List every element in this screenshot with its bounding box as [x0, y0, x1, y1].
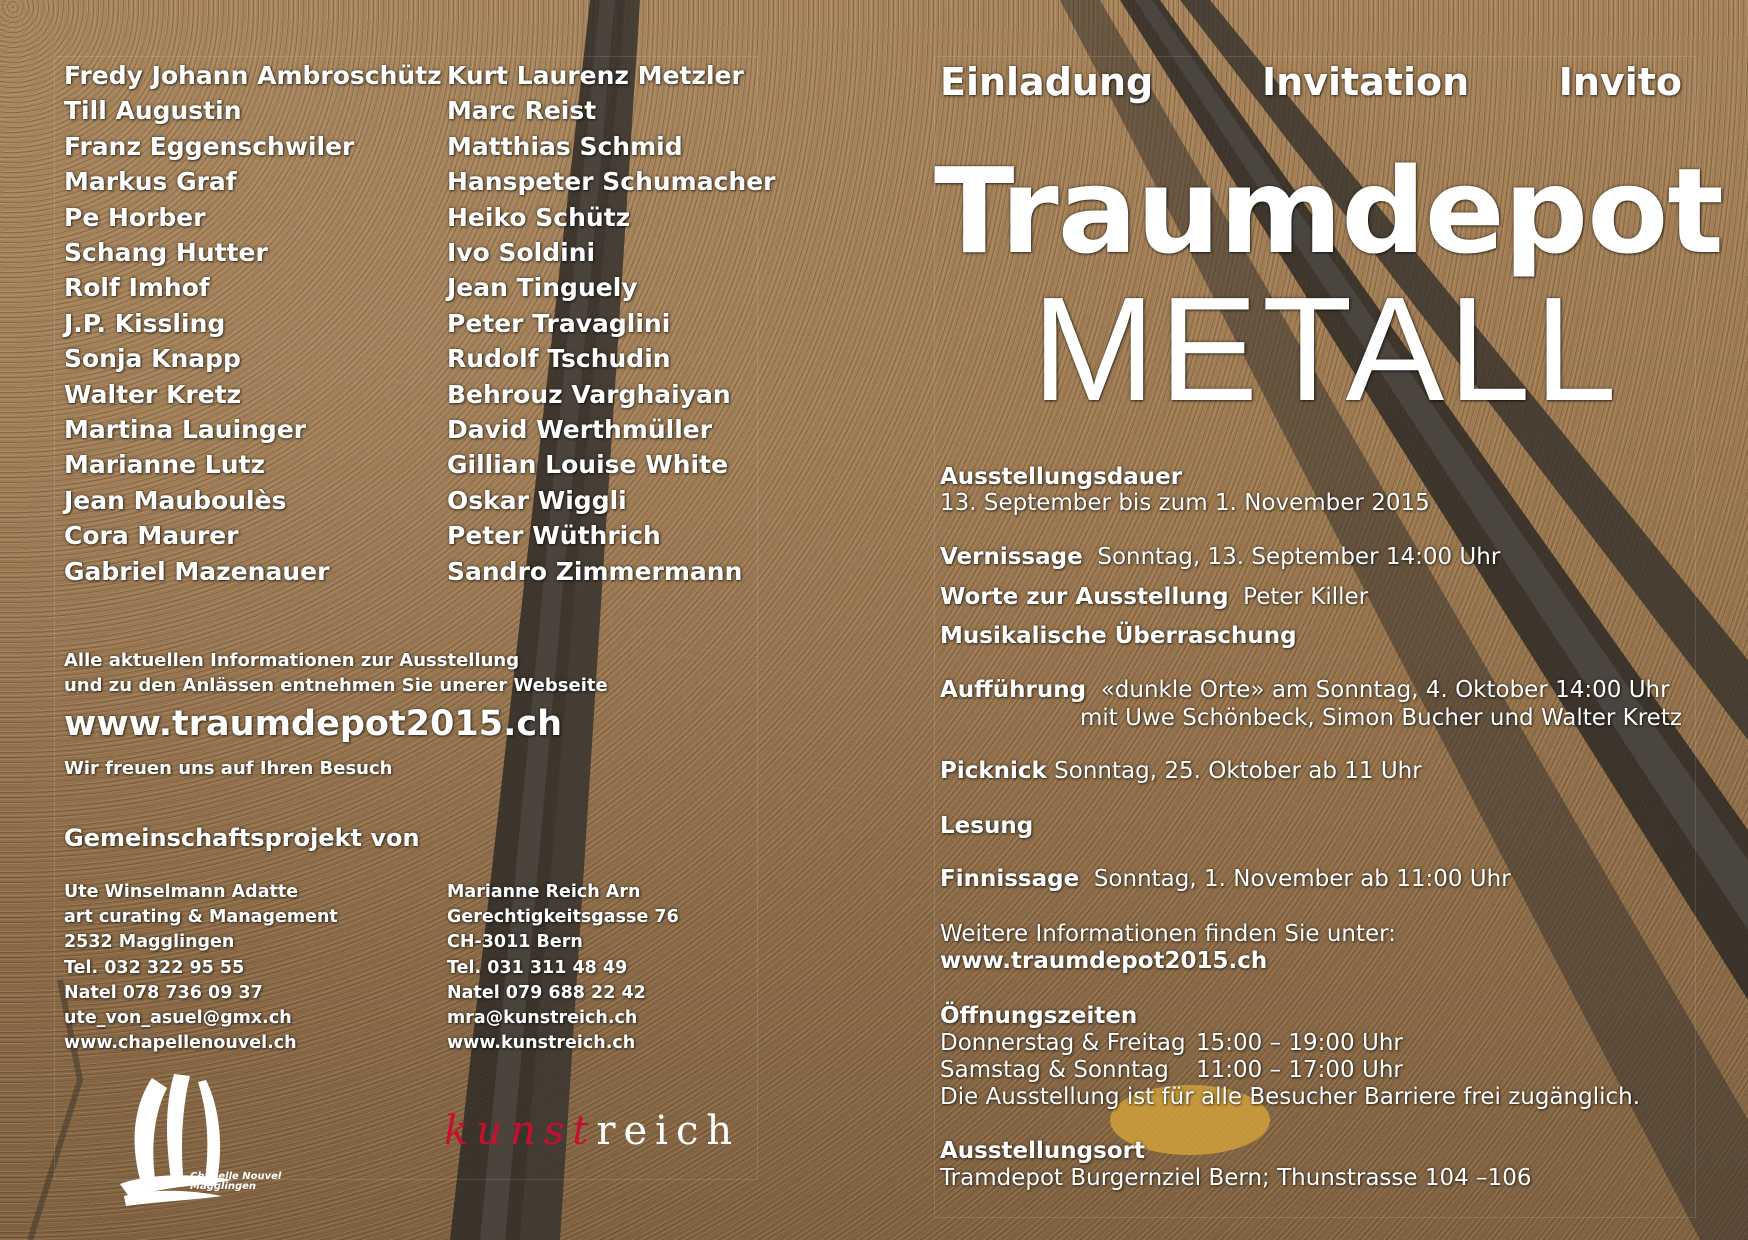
info-text	[64, 648, 608, 698]
chapelle-nouvel-logo-text	[190, 1172, 281, 1192]
artist-name: Peter Wüthrich	[447, 521, 661, 551]
welcome-text: Wir freuen uns auf Ihren Besuch	[64, 758, 393, 779]
artist-name: Sonja Knapp	[64, 344, 241, 374]
contact-line: Natel 079 688 22 42	[447, 982, 646, 1003]
artist-name: Jean Tinguely	[447, 273, 638, 303]
info-line-2: und zu den Anlässen entnehmen Sie unerer Webseite	[64, 675, 608, 696]
artist-name: Gabriel Mazenauer	[64, 556, 330, 586]
kunstreich-logo	[444, 1108, 740, 1154]
artist-name: Franz Eggenschwiler	[64, 131, 355, 161]
info-line-1: Alle aktuellen Informationen zur Ausstellung	[64, 650, 520, 671]
worte-label: Worte zur Ausstellung	[940, 584, 1229, 610]
artist-name: Heiko Schütz	[447, 202, 631, 232]
project-heading: Gemeinschaftsprojekt von	[64, 824, 420, 852]
contact-line: www.chapellenouvel.ch	[64, 1033, 297, 1054]
artist-name: Sandro Zimmermann	[447, 556, 743, 586]
oeffnung-row-1-days: Donnerstag & Freitag	[940, 1030, 1186, 1056]
artist-list-2	[447, 58, 776, 589]
auffuehrung-value: «dunkle Orte» am Sonntag, 4. Oktober 14:00 Uhr	[1100, 677, 1670, 703]
chapelle-logo-line-2: Magglingen	[190, 1181, 257, 1192]
artist-name: Pe Horber	[64, 202, 206, 232]
contact-line: mra@kunstreich.ch	[447, 1008, 638, 1029]
chapelle-logo-line-1: Chapelle Nouvel	[190, 1171, 282, 1182]
artist-name: Hanspeter Schumacher	[447, 167, 776, 197]
weitere-info-link[interactable]: www.traumdepot2015.ch	[940, 948, 1268, 974]
worte-row	[940, 584, 1368, 611]
artist-name: Marianne Lutz	[64, 450, 266, 480]
duration-label: Ausstellungsdauer	[940, 464, 1183, 490]
oeffnung-row-1-time: 15:00 – 19:00 Uhr	[1196, 1030, 1403, 1056]
finnissage-label: Finnissage	[940, 866, 1080, 892]
contact-block-1	[64, 880, 338, 1056]
contact-line: Tel. 031 311 48 49	[447, 957, 628, 978]
contact-line: Natel 078 736 09 37	[64, 982, 263, 1003]
artist-name: Kurt Laurenz Metzler	[447, 61, 744, 90]
artist-name: Cora Maurer	[64, 521, 239, 551]
label-einladung: Einladung	[940, 60, 1154, 104]
oeffnung-row-1	[940, 1030, 1403, 1057]
oeffnung-row-2	[940, 1057, 1403, 1084]
artist-list-1	[64, 58, 442, 589]
musik-label: Musikalische Überraschung	[940, 623, 1297, 649]
vernissage-row	[940, 544, 1500, 571]
auffuehrung-value-2: mit Uwe Schönbeck, Simon Bucher und Walter Kretz	[1080, 705, 1682, 731]
contact-line: art curating & Management	[64, 907, 338, 928]
contact-line: CH-3011 Bern	[447, 932, 583, 953]
worte-value: Peter Killer	[1243, 584, 1369, 610]
artist-name: Till Augustin	[64, 96, 242, 126]
label-invitation: Invitation	[1262, 60, 1470, 104]
ort-label: Ausstellungsort	[940, 1138, 1145, 1164]
artist-name: Markus Graf	[64, 167, 237, 197]
artist-name: Rudolf Tschudin	[447, 344, 671, 374]
contact-line: 2532 Magglingen	[64, 932, 235, 953]
label-invito: Invito	[1558, 60, 1682, 104]
artist-name: Rolf Imhof	[64, 273, 210, 303]
artist-name: Fredy Johann Ambroschütz	[64, 61, 442, 90]
title-traumdepot: Traumdepot	[934, 142, 1723, 280]
artist-name: Behrouz Varghaiyan	[447, 379, 731, 409]
artist-name: David Werthmüller	[447, 415, 713, 445]
auffuehrung-row	[940, 677, 1670, 704]
artist-name: Matthias Schmid	[447, 131, 683, 161]
oeffnung-row-2-days: Samstag & Sonntag	[940, 1057, 1169, 1083]
artist-name: Martina Lauinger	[64, 415, 307, 445]
finnissage-row	[940, 866, 1511, 893]
duration-value: 13. September bis zum 1. November 2015	[940, 490, 1430, 516]
kunstreich-logo-part1: kunst	[444, 1108, 597, 1154]
title-metall: METALL	[1032, 267, 1621, 432]
contact-line: Marianne Reich Arn	[447, 882, 641, 902]
picknick-row	[940, 758, 1422, 785]
contact-line: Tel. 032 322 95 55	[64, 957, 245, 978]
contact-block-2	[447, 880, 679, 1056]
musik-row	[940, 623, 1297, 650]
artist-name: Ivo Soldini	[447, 238, 596, 268]
vernissage-value: Sonntag, 13. September 14:00 Uhr	[1097, 544, 1501, 570]
ort-value: Tramdepot Burgernziel Bern; Thunstrasse 104 –106	[940, 1165, 1532, 1191]
contact-line: Gerechtigkeitsgasse 76	[447, 907, 679, 928]
picknick-value: Sonntag, 25. Oktober ab 11 Uhr	[1054, 758, 1422, 784]
artist-name: Schang Hutter	[64, 238, 268, 268]
artist-name: Peter Travaglini	[447, 308, 671, 338]
artist-name: J.P. Kissling	[64, 308, 226, 338]
artist-name: Walter Kretz	[64, 379, 242, 409]
lesung-label: Lesung	[940, 813, 1034, 839]
artist-name: Oskar Wiggli	[447, 485, 627, 515]
lesung-row	[940, 813, 1033, 840]
auffuehrung-label: Aufführung	[940, 677, 1087, 703]
artist-name: Marc Reist	[447, 96, 597, 126]
website-link[interactable]: www.traumdepot2015.ch	[64, 704, 563, 744]
oeffnung-label: Öffnungszeiten	[940, 1003, 1138, 1029]
finnissage-value: Sonntag, 1. November ab 11:00 Uhr	[1093, 866, 1511, 892]
vernissage-label: Vernissage	[940, 544, 1083, 570]
barriere-text: Die Ausstellung ist für alle Besucher Barriere frei zugänglich.	[940, 1084, 1641, 1110]
artist-name: Gillian Louise White	[447, 450, 729, 480]
oeffnung-row-2-time: 11:00 – 17:00 Uhr	[1196, 1057, 1403, 1083]
contact-line: Ute Winselmann Adatte	[64, 882, 299, 902]
contact-line: ute_von_asuel@gmx.ch	[64, 1008, 292, 1029]
language-header	[940, 60, 1682, 110]
weitere-info-text: Weitere Informationen finden Sie unter:	[940, 921, 1396, 947]
artist-name: Jean Mauboulès	[64, 485, 287, 515]
picknick-label: Picknick	[940, 758, 1047, 784]
contact-line: www.kunstreich.ch	[447, 1033, 636, 1054]
kunstreich-logo-part2: reich	[596, 1108, 741, 1154]
